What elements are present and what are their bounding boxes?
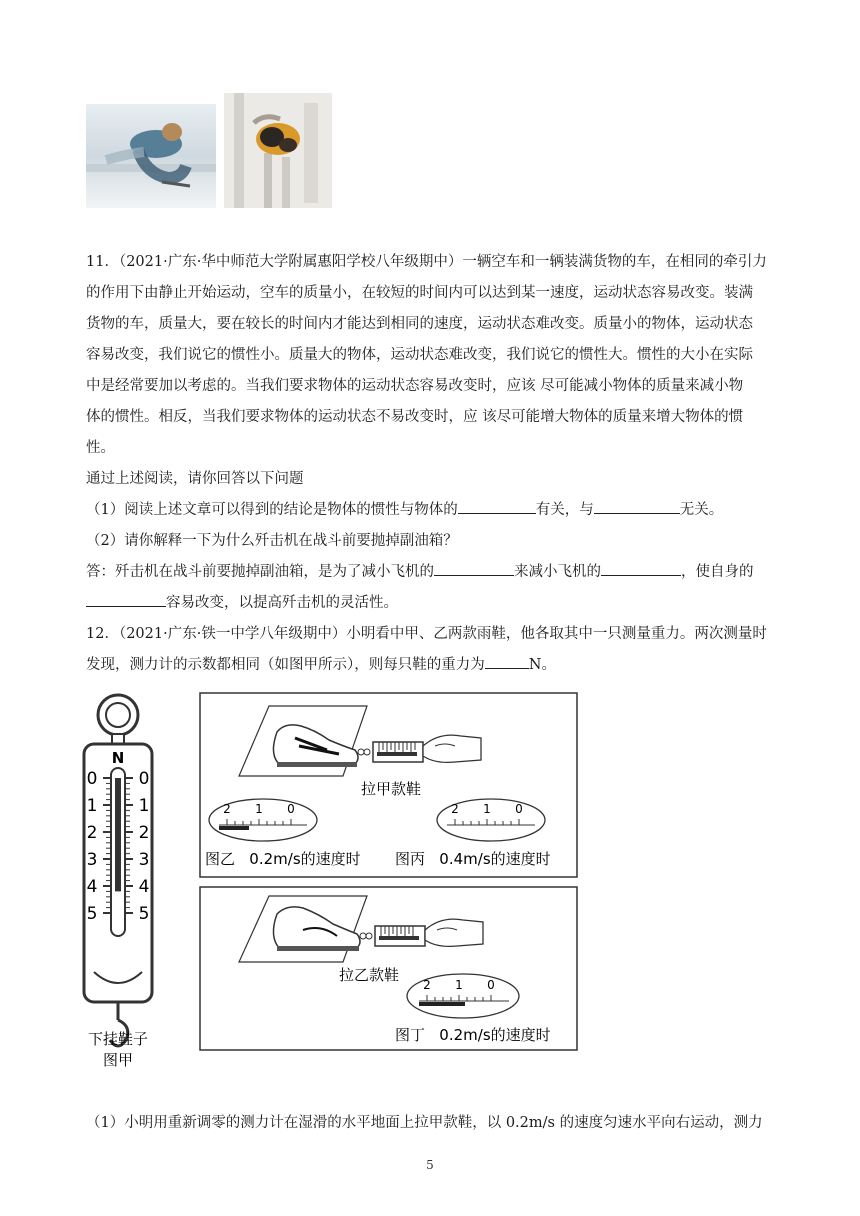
q11-line: 体的惯性。相反，当我们要求物体的运动状态不易改变时，应 该尽可能增大物体的质量来增大物体的惯 — [86, 409, 744, 425]
q11-answer-text-c: ，使自身的 — [681, 564, 754, 580]
q11-line: 中是经常要加以考虑的。当我们要求物体的运动状态容易改变时，应该 尽可能减小物体的质量来减小物 — [86, 378, 744, 394]
scale-number-right: 4 — [138, 877, 150, 897]
dial-label: 1 — [455, 978, 463, 992]
dial-label: 1 — [255, 802, 263, 816]
q12-line2-text-b: N。 — [528, 657, 556, 673]
scale-indicator-bar — [115, 778, 121, 891]
dial-yi — [209, 799, 317, 841]
page-number: 5 — [426, 1158, 434, 1172]
q11-sub1-text-a: （1）阅读上述文章可以得到的结论是物体的惯性与物体的 — [86, 502, 458, 518]
answer-blank[interactable] — [601, 559, 681, 576]
q11-line: 的作用下由静止开始运动，空车的质量小，在较短的时间内可以达到某一速度，运动状态容易改变。装满 — [86, 285, 753, 301]
spring-scale-figure — [80, 690, 160, 1075]
dial-label: 0 — [487, 978, 495, 992]
answer-blank[interactable] — [458, 497, 536, 514]
q11-line: 性。 — [86, 440, 115, 456]
q11-answer-text-d: 容易改变，以提高歼击机的灵活性。 — [166, 595, 398, 611]
caption-yi: 图乙 0.2m/s的速度时 — [205, 850, 361, 868]
figure-box-jia — [199, 692, 579, 878]
q12-sub1: （1）小明用重新调零的测力计在湿滑的水平地面上拉甲款鞋，以 0.2m/s 的速度匀速水平向右运动，测力 — [86, 1115, 763, 1131]
question-12-sub1 — [86, 1108, 776, 1139]
force-meter-icon — [375, 926, 425, 946]
figure-box-yi — [199, 886, 579, 1052]
q11-line: 货物的车，质量大，要在较长的时间内才能达到相同的速度，运动状态难改变。质量小的物体，运动状态 — [86, 316, 753, 332]
q12-line1: 12．（2021·广东·铁一中学八年级期中）小明看中甲、乙两款雨鞋，他各取其中一只测量重力。两次测量时 — [86, 626, 767, 642]
q11-answer-cont — [86, 588, 776, 619]
scale-number-left: 5 — [86, 904, 98, 924]
caption-weight: 下挂鞋子 — [87, 1030, 149, 1048]
q11-answer-text-a: 答：歼击机在战斗前要抛掉副油箱，是为了减小飞机的 — [86, 564, 434, 580]
dial-label: 0 — [515, 802, 523, 816]
scale-number-left: 3 — [86, 850, 98, 870]
q11-answer — [86, 557, 776, 588]
gymnast-photo — [224, 93, 332, 208]
scale-number-right: 2 — [138, 823, 150, 843]
dial-label: 1 — [483, 802, 491, 816]
dial-bing — [437, 799, 545, 841]
q11-prompt: 通过上述阅读，请你回答以下问题 — [86, 471, 304, 487]
scale-number-left: 4 — [86, 877, 98, 897]
dial-label: 2 — [451, 802, 459, 816]
scale-unit-label: N — [111, 749, 125, 767]
question-11 — [86, 247, 776, 681]
q12-line2-text-a: 发现，测力计的示数都相同（如图甲所示），则每只鞋的重力为 — [86, 657, 485, 673]
scale-number-right: 1 — [138, 796, 150, 816]
answer-blank[interactable] — [434, 559, 514, 576]
scale-number-right: 0 — [138, 769, 150, 789]
label-pull-yi: 拉乙款鞋 — [338, 966, 400, 984]
force-meter-icon — [373, 742, 423, 762]
q12-line2 — [86, 650, 776, 681]
answer-blank[interactable] — [485, 652, 529, 669]
scale-number-left: 2 — [86, 823, 98, 843]
scale-number-right: 3 — [138, 850, 150, 870]
q11-sub1 — [86, 495, 776, 526]
scale-number-left: 0 — [86, 769, 98, 789]
q11-line: 11．（2021·广东·华中师范大学附属惠阳学校八年级期中）一辆空车和一辆装满货物的车，在相同的牵引力 — [86, 254, 767, 270]
answer-blank[interactable] — [86, 590, 166, 607]
dial-label: 2 — [423, 978, 431, 992]
dial-label: 0 — [287, 802, 295, 816]
scale-number-left: 1 — [86, 796, 98, 816]
scale-number-right: 5 — [138, 904, 150, 924]
q11-answer-text-b: 来减小飞机的 — [514, 564, 601, 580]
skater-photo — [86, 104, 216, 208]
caption-ding: 图丁 0.2m/s的速度时 — [395, 1026, 551, 1044]
caption-jia: 图甲 — [102, 1051, 134, 1069]
label-pull-jia: 拉甲款鞋 — [360, 780, 422, 798]
dial-ding — [407, 974, 519, 1018]
q11-sub2: （2）请你解释一下为什么歼击机在战斗前要抛掉副油箱？ — [86, 533, 458, 549]
q11-sub1-text-c: 无关。 — [679, 502, 724, 518]
dial-label: 2 — [223, 802, 231, 816]
caption-bing: 图丙 0.4m/s的速度时 — [395, 850, 551, 868]
q11-line: 容易改变，我们说它的惯性小。质量大的物体，运动状态难改变，我们说它的惯性大。惯性的大小在实际 — [86, 347, 753, 363]
q11-sub1-text-b: 有关，与 — [535, 502, 594, 518]
answer-blank[interactable] — [594, 497, 680, 514]
